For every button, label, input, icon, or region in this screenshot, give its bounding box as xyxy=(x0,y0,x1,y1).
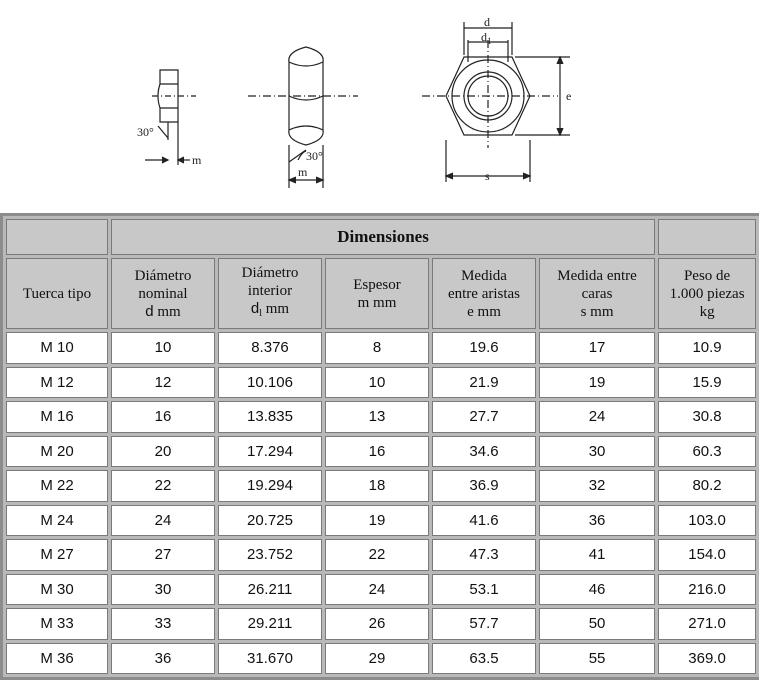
cell-inner-diameter: 17.294 xyxy=(218,436,322,468)
dimensions-group-header: Dimensiones xyxy=(111,219,655,255)
cell-across-corners: 41.6 xyxy=(432,505,536,537)
col-header-nominal-diameter: Diámetro nominal d mm xyxy=(111,258,215,329)
col-header-across-corners: Medida entre aristas e mm xyxy=(432,258,536,329)
cell-type: M 36 xyxy=(6,643,108,675)
cell-nominal-diameter: 33 xyxy=(111,608,215,640)
nut-dimensions-table xyxy=(3,216,759,677)
cell-weight: 369.0 xyxy=(658,643,756,675)
cell-across-flats: 32 xyxy=(539,470,655,502)
cell-inner-diameter: 10.106 xyxy=(218,367,322,399)
table-row xyxy=(6,470,756,502)
cell-across-flats: 50 xyxy=(539,608,655,640)
nut-front-view xyxy=(422,15,571,183)
m-label-mid: m xyxy=(298,165,308,179)
cell-weight: 30.8 xyxy=(658,401,756,433)
cell-across-flats: 46 xyxy=(539,574,655,606)
cell-type: M 24 xyxy=(6,505,108,537)
cell-weight: 216.0 xyxy=(658,574,756,606)
cell-type: M 33 xyxy=(6,608,108,640)
cell-thickness: 10 xyxy=(325,367,429,399)
cell-across-corners: 57.7 xyxy=(432,608,536,640)
cell-nominal-diameter: 22 xyxy=(111,470,215,502)
cell-type: M 22 xyxy=(6,470,108,502)
cell-nominal-diameter: 12 xyxy=(111,367,215,399)
cell-across-flats: 24 xyxy=(539,401,655,433)
m-label-left: m xyxy=(192,153,202,167)
cell-across-flats: 41 xyxy=(539,539,655,571)
cell-inner-diameter: 13.835 xyxy=(218,401,322,433)
cell-thickness: 22 xyxy=(325,539,429,571)
nut-side-view-small xyxy=(137,70,202,167)
cell-weight: 154.0 xyxy=(658,539,756,571)
cell-type: M 20 xyxy=(6,436,108,468)
cell-across-corners: 34.6 xyxy=(432,436,536,468)
cell-across-flats: 36 xyxy=(539,505,655,537)
cell-type: M 12 xyxy=(6,367,108,399)
cell-type: M 30 xyxy=(6,574,108,606)
e-label: e xyxy=(566,89,572,103)
cell-across-corners: 27.7 xyxy=(432,401,536,433)
nut-diagram xyxy=(0,0,759,213)
table-row xyxy=(6,332,756,364)
cell-inner-diameter: 29.211 xyxy=(218,608,322,640)
cell-inner-diameter: 19.294 xyxy=(218,470,322,502)
d1-label: $d_1$ xyxy=(481,30,492,46)
s-label: s xyxy=(485,169,490,183)
weight-group-spacer xyxy=(658,219,756,255)
cell-type: M 10 xyxy=(6,332,108,364)
cell-across-corners: 53.1 xyxy=(432,574,536,606)
table-row xyxy=(6,367,756,399)
cell-across-corners: 47.3 xyxy=(432,539,536,571)
cell-nominal-diameter: 10 xyxy=(111,332,215,364)
cell-type: M 27 xyxy=(6,539,108,571)
cell-inner-diameter: 26.211 xyxy=(218,574,322,606)
cell-weight: 103.0 xyxy=(658,505,756,537)
dimensions-table-frame xyxy=(0,213,759,680)
cell-across-flats: 17 xyxy=(539,332,655,364)
table-row xyxy=(6,643,756,675)
cell-across-flats: 55 xyxy=(539,643,655,675)
cell-across-corners: 63.5 xyxy=(432,643,536,675)
cell-thickness: 18 xyxy=(325,470,429,502)
nut-side-view-large xyxy=(248,47,358,188)
cell-weight: 60.3 xyxy=(658,436,756,468)
cell-type: M 16 xyxy=(6,401,108,433)
cell-weight: 80.2 xyxy=(658,470,756,502)
cell-across-corners: 19.6 xyxy=(432,332,536,364)
cell-thickness: 29 xyxy=(325,643,429,675)
cell-inner-diameter: 8.376 xyxy=(218,332,322,364)
table-row xyxy=(6,436,756,468)
cell-across-corners: 36.9 xyxy=(432,470,536,502)
col-header-inner-diameter: Diámetro interior $d_l$ mm xyxy=(218,258,322,329)
table-row xyxy=(6,401,756,433)
table-row xyxy=(6,574,756,606)
cell-inner-diameter: 31.670 xyxy=(218,643,322,675)
angle-label-left: 30° xyxy=(137,125,154,139)
cell-thickness: 19 xyxy=(325,505,429,537)
cell-across-corners: 21.9 xyxy=(432,367,536,399)
angle-label-mid: 30° xyxy=(306,149,323,163)
cell-weight: 15.9 xyxy=(658,367,756,399)
cell-thickness: 26 xyxy=(325,608,429,640)
cell-across-flats: 30 xyxy=(539,436,655,468)
col-header-across-flats: Medida entre caras s mm xyxy=(539,258,655,329)
cell-thickness: 13 xyxy=(325,401,429,433)
table-row xyxy=(6,505,756,537)
cell-weight: 271.0 xyxy=(658,608,756,640)
d-label: d xyxy=(484,15,490,29)
cell-nominal-diameter: 30 xyxy=(111,574,215,606)
cell-nominal-diameter: 27 xyxy=(111,539,215,571)
cell-nominal-diameter: 36 xyxy=(111,643,215,675)
table-row xyxy=(6,608,756,640)
cell-inner-diameter: 20.725 xyxy=(218,505,322,537)
cell-inner-diameter: 23.752 xyxy=(218,539,322,571)
col-header-thickness: Espesor m mm xyxy=(325,258,429,329)
table-row xyxy=(6,539,756,571)
col-header-weight: Peso de 1.000 piezas kg xyxy=(658,258,756,329)
cell-nominal-diameter: 24 xyxy=(111,505,215,537)
cell-nominal-diameter: 20 xyxy=(111,436,215,468)
corner-header-cell xyxy=(6,219,108,255)
cell-thickness: 16 xyxy=(325,436,429,468)
col-header-type: Tuerca tipo xyxy=(6,258,108,329)
cell-weight: 10.9 xyxy=(658,332,756,364)
cell-thickness: 24 xyxy=(325,574,429,606)
cell-nominal-diameter: 16 xyxy=(111,401,215,433)
cell-across-flats: 19 xyxy=(539,367,655,399)
cell-thickness: 8 xyxy=(325,332,429,364)
